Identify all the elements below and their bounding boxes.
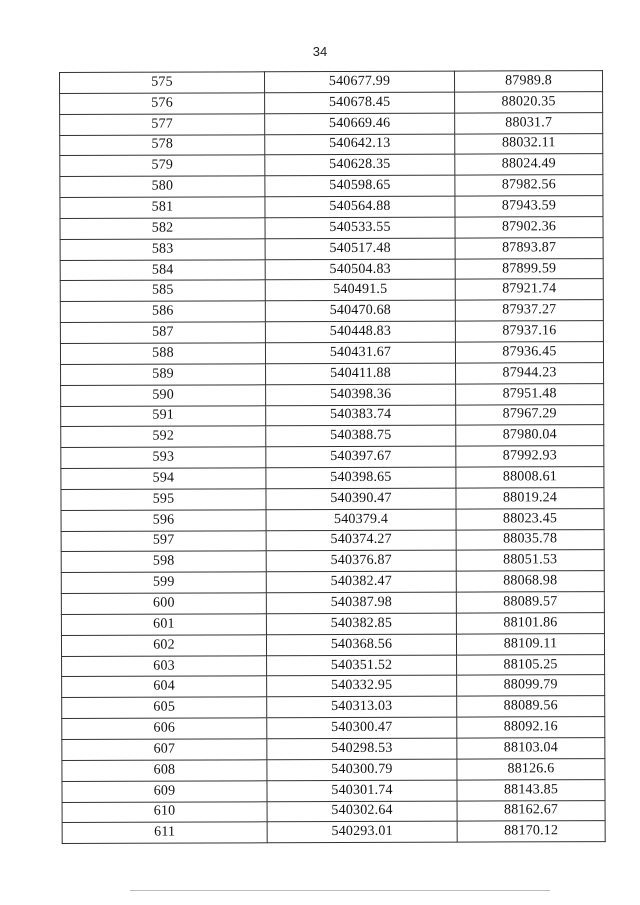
point-number-cell: 609: [62, 780, 267, 802]
y-coordinate-cell: 87937.27: [455, 300, 603, 321]
table-row: [62, 779, 605, 802]
y-coordinate-cell: 88035.78: [456, 529, 604, 550]
table-row: [60, 237, 603, 260]
bottom-rule: [130, 890, 550, 891]
y-coordinate-cell: 88126.6: [457, 758, 605, 779]
point-number-cell: 586: [60, 301, 265, 323]
y-coordinate-cell: 88101.86: [456, 613, 604, 634]
x-coordinate-cell: 540533.55: [265, 217, 455, 239]
point-number-cell: 590: [61, 384, 266, 406]
x-coordinate-cell: 540470.68: [265, 300, 455, 322]
point-number-cell: 608: [62, 760, 267, 782]
x-coordinate-cell: 540382.85: [266, 613, 456, 635]
y-coordinate-cell: 88089.57: [456, 592, 604, 613]
y-coordinate-cell: 88031.7: [455, 112, 603, 133]
table-row: [61, 550, 604, 573]
table-row: [60, 112, 603, 135]
point-number-cell: 584: [60, 259, 265, 281]
point-number-cell: 582: [60, 218, 265, 240]
x-coordinate-cell: 540368.56: [266, 634, 456, 656]
x-coordinate-cell: 540379.4: [266, 509, 456, 531]
y-coordinate-cell: 88143.85: [457, 779, 605, 800]
point-number-cell: 593: [61, 447, 266, 469]
y-coordinate-cell: 88023.45: [456, 508, 604, 529]
point-number-cell: 607: [62, 739, 267, 761]
point-number-cell: 595: [61, 489, 266, 511]
y-coordinate-cell: 88008.61: [456, 467, 604, 488]
table-row: [61, 571, 604, 594]
y-coordinate-cell: 87899.59: [455, 258, 603, 279]
table-row: [60, 279, 603, 302]
table-row: [61, 592, 604, 615]
point-number-cell: 606: [62, 718, 267, 740]
table-row: [62, 696, 605, 719]
table-row: [61, 362, 604, 385]
table-row: [60, 196, 603, 219]
y-coordinate-cell: 87936.45: [455, 342, 603, 363]
x-coordinate-cell: 540448.83: [265, 321, 455, 343]
table-row: [60, 342, 603, 365]
table-row: [62, 800, 605, 823]
point-number-cell: 577: [60, 113, 265, 135]
coordinates-table-body: [60, 71, 606, 844]
y-coordinate-cell: 88092.16: [457, 717, 605, 738]
x-coordinate-cell: 540431.67: [265, 342, 455, 364]
table-row: [61, 404, 604, 427]
table-row: [61, 467, 604, 490]
table-row: [60, 300, 603, 323]
point-number-cell: 605: [62, 697, 267, 719]
y-coordinate-cell: 87937.16: [455, 321, 603, 342]
y-coordinate-cell: 88068.98: [456, 571, 604, 592]
y-coordinate-cell: 87893.87: [455, 237, 603, 258]
table-row: [61, 508, 604, 531]
point-number-cell: 581: [60, 197, 265, 219]
y-coordinate-cell: 88105.25: [457, 654, 605, 675]
table-row: [60, 71, 603, 94]
y-coordinate-cell: 88024.49: [455, 154, 603, 175]
table-row: [62, 758, 605, 781]
y-coordinate-cell: 88103.04: [457, 738, 605, 759]
point-number-cell: 579: [60, 155, 265, 177]
page-number: 34: [312, 44, 328, 59]
x-coordinate-cell: 540398.36: [266, 384, 456, 406]
x-coordinate-cell: 540302.64: [267, 801, 457, 823]
point-number-cell: 598: [61, 551, 266, 573]
point-number-cell: 599: [61, 572, 266, 594]
point-number-cell: 596: [61, 509, 266, 531]
x-coordinate-cell: 540313.03: [267, 696, 457, 718]
point-number-cell: 587: [60, 322, 265, 344]
x-coordinate-cell: 540390.47: [266, 488, 456, 510]
point-number-cell: 610: [62, 801, 267, 823]
y-coordinate-cell: 88032.11: [455, 133, 603, 154]
x-coordinate-cell: 540677.99: [265, 71, 455, 93]
y-coordinate-cell: 88099.79: [457, 675, 605, 696]
point-number-cell: 601: [61, 614, 266, 636]
y-coordinate-cell: 88162.67: [457, 800, 605, 821]
table-row: [61, 633, 604, 656]
x-coordinate-cell: 540491.5: [265, 280, 455, 302]
table-row: [61, 529, 604, 552]
x-coordinate-cell: 540504.83: [265, 259, 455, 281]
x-coordinate-cell: 540383.74: [266, 405, 456, 427]
table-row: [60, 258, 603, 281]
point-number-cell: 592: [61, 426, 266, 448]
point-number-cell: 597: [61, 530, 266, 552]
point-number-cell: 585: [60, 280, 265, 302]
x-coordinate-cell: 540517.48: [265, 238, 455, 260]
table-row: [61, 425, 604, 448]
y-coordinate-cell: 88109.11: [456, 633, 604, 654]
table-row: [61, 446, 604, 469]
x-coordinate-cell: 540628.35: [265, 154, 455, 176]
y-coordinate-cell: 87943.59: [455, 196, 603, 217]
table-row: [62, 654, 605, 677]
table-row: [62, 717, 605, 740]
x-coordinate-cell: 540293.01: [267, 821, 457, 843]
x-coordinate-cell: 540388.75: [266, 425, 456, 447]
table-row: [62, 738, 605, 761]
table-row: [60, 217, 603, 240]
table-row: [60, 175, 603, 198]
y-coordinate-cell: 88170.12: [457, 821, 605, 842]
x-coordinate-cell: 540397.67: [266, 446, 456, 468]
table-row: [61, 487, 604, 510]
x-coordinate-cell: 540411.88: [266, 363, 456, 385]
table-row: [60, 154, 603, 177]
point-number-cell: 603: [62, 655, 267, 677]
coordinates-table: [59, 70, 606, 844]
table-row: [60, 91, 603, 114]
x-coordinate-cell: 540300.47: [267, 717, 457, 739]
point-number-cell: 575: [60, 72, 265, 94]
table-row: [62, 675, 605, 698]
x-coordinate-cell: 540382.47: [266, 571, 456, 593]
x-coordinate-cell: 540598.65: [265, 175, 455, 197]
x-coordinate-cell: 540351.52: [267, 655, 457, 677]
x-coordinate-cell: 540678.45: [265, 92, 455, 114]
y-coordinate-cell: 88020.35: [455, 91, 603, 112]
point-number-cell: 602: [61, 635, 266, 657]
table-row: [61, 383, 604, 406]
table-row: [62, 821, 605, 844]
y-coordinate-cell: 87921.74: [455, 279, 603, 300]
point-number-cell: 611: [62, 822, 267, 844]
point-number-cell: 578: [60, 134, 265, 156]
x-coordinate-cell: 540301.74: [267, 780, 457, 802]
y-coordinate-cell: 88089.56: [457, 696, 605, 717]
x-coordinate-cell: 540332.95: [267, 676, 457, 698]
x-coordinate-cell: 540298.53: [267, 738, 457, 760]
x-coordinate-cell: 540398.65: [266, 467, 456, 489]
point-number-cell: 604: [62, 676, 267, 698]
point-number-cell: 583: [60, 239, 265, 261]
table-row: [61, 613, 604, 636]
x-coordinate-cell: 540564.88: [265, 196, 455, 218]
y-coordinate-cell: 87951.48: [456, 383, 604, 404]
point-number-cell: 580: [60, 176, 265, 198]
y-coordinate-cell: 87902.36: [455, 217, 603, 238]
point-number-cell: 600: [61, 593, 266, 615]
x-coordinate-cell: 540300.79: [267, 759, 457, 781]
point-number-cell: 591: [61, 405, 266, 427]
x-coordinate-cell: 540642.13: [265, 134, 455, 156]
table-row: [60, 321, 603, 344]
x-coordinate-cell: 540374.27: [266, 530, 456, 552]
y-coordinate-cell: 87982.56: [455, 175, 603, 196]
y-coordinate-cell: 87967.29: [456, 404, 604, 425]
x-coordinate-cell: 540376.87: [266, 551, 456, 573]
table-row: [60, 133, 603, 156]
y-coordinate-cell: 88051.53: [456, 550, 604, 571]
y-coordinate-cell: 88019.24: [456, 487, 604, 508]
point-number-cell: 588: [60, 343, 265, 365]
x-coordinate-cell: 540669.46: [265, 113, 455, 135]
y-coordinate-cell: 87989.8: [454, 71, 602, 92]
y-coordinate-cell: 87980.04: [456, 425, 604, 446]
x-coordinate-cell: 540387.98: [266, 592, 456, 614]
point-number-cell: 589: [61, 364, 266, 386]
point-number-cell: 594: [61, 468, 266, 490]
y-coordinate-cell: 87944.23: [456, 362, 604, 383]
y-coordinate-cell: 87992.93: [456, 446, 604, 467]
point-number-cell: 576: [60, 93, 265, 115]
